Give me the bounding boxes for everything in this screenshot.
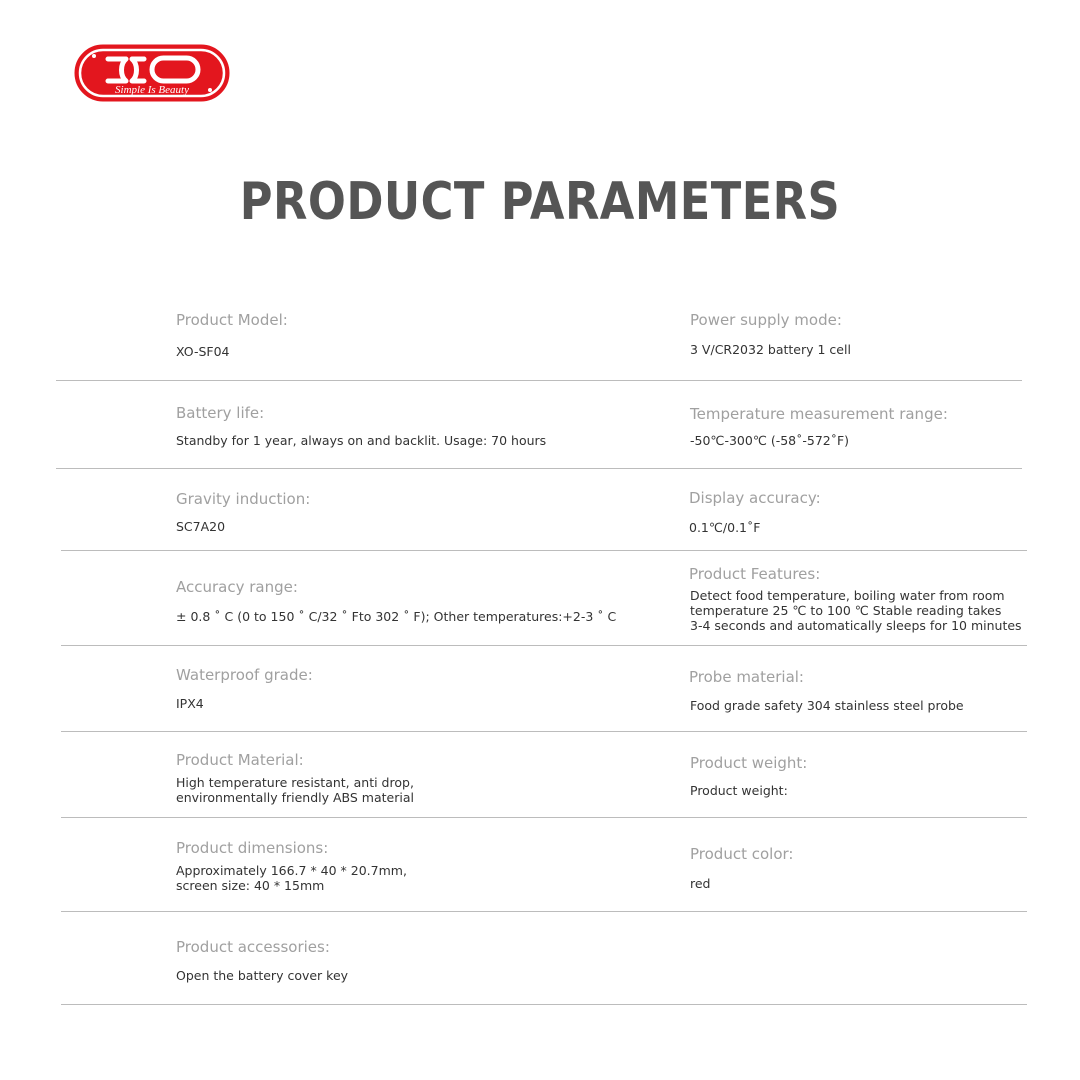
value-product-color: red xyxy=(690,876,711,891)
label-product-accessories: Product accessories: xyxy=(176,938,330,956)
value-product-material: High temperature resistant, anti drop, environmentally friendly ABS material xyxy=(176,775,414,805)
label-probe-material: Probe material: xyxy=(689,668,804,686)
xo-logo xyxy=(74,44,230,102)
value-accuracy-range: ± 0.8 ˚ C (0 to 150 ˚ C/32 ˚ Fto 302 ˚ F); Other temperatures:+2-3 ˚ C xyxy=(176,609,617,624)
row-divider xyxy=(61,911,1027,912)
row-divider xyxy=(61,731,1027,732)
value-product-accessories: Open the battery cover key xyxy=(176,968,349,983)
row-divider xyxy=(61,817,1027,818)
value-battery-life: Standby for 1 year, always on and backlit. Usage: 70 hours xyxy=(176,433,547,448)
value-display-accuracy: 0.1℃/0.1˚F xyxy=(689,520,761,535)
label-product-color: Product color: xyxy=(690,845,794,863)
value-probe-material: Food grade safety 304 stainless steel probe xyxy=(690,698,964,713)
logo-slogan: Simple Is Beauty xyxy=(115,84,189,96)
row-divider xyxy=(61,1004,1027,1005)
label-product-model: Product Model: xyxy=(176,311,288,329)
value-gravity-induction: SC7A20 xyxy=(176,519,226,534)
value-product-features: Detect food temperature, boiling water from room temperature 25 ℃ to 100 ℃ Stable reading takes 3-4 seconds and automatically sleeps for 10 minutes xyxy=(690,588,1022,633)
label-product-material: Product Material: xyxy=(176,751,304,769)
value-power-supply-mode: 3 V/CR2032 battery 1 cell xyxy=(690,342,851,357)
label-product-weight: Product weight: xyxy=(690,754,808,772)
label-power-supply-mode: Power supply mode: xyxy=(690,311,842,329)
label-battery-life: Battery life: xyxy=(176,404,265,422)
label-product-dimensions: Product dimensions: xyxy=(176,839,329,857)
value-product-model: XO-SF04 xyxy=(176,344,230,359)
label-product-features: Product Features: xyxy=(689,565,821,583)
value-product-weight: Product weight: xyxy=(690,783,788,798)
label-gravity-induction: Gravity induction: xyxy=(176,490,311,508)
row-divider xyxy=(56,468,1022,469)
label-accuracy-range: Accuracy range: xyxy=(176,578,298,596)
row-divider xyxy=(61,550,1027,551)
row-divider xyxy=(61,645,1027,646)
label-waterproof-grade: Waterproof grade: xyxy=(176,666,313,684)
page-title: PRODUCT PARAMETERS xyxy=(239,172,841,232)
label-temperature-range: Temperature measurement range: xyxy=(690,405,948,423)
value-product-dimensions: Approximately 166.7 * 40 * 20.7mm, screen size: 40 * 15mm xyxy=(176,863,407,893)
row-divider xyxy=(56,380,1022,381)
value-temperature-range: -50℃-300℃ (-58˚-572˚F) xyxy=(690,433,850,448)
value-waterproof-grade: IPX4 xyxy=(176,696,204,711)
label-display-accuracy: Display accuracy: xyxy=(689,489,821,507)
